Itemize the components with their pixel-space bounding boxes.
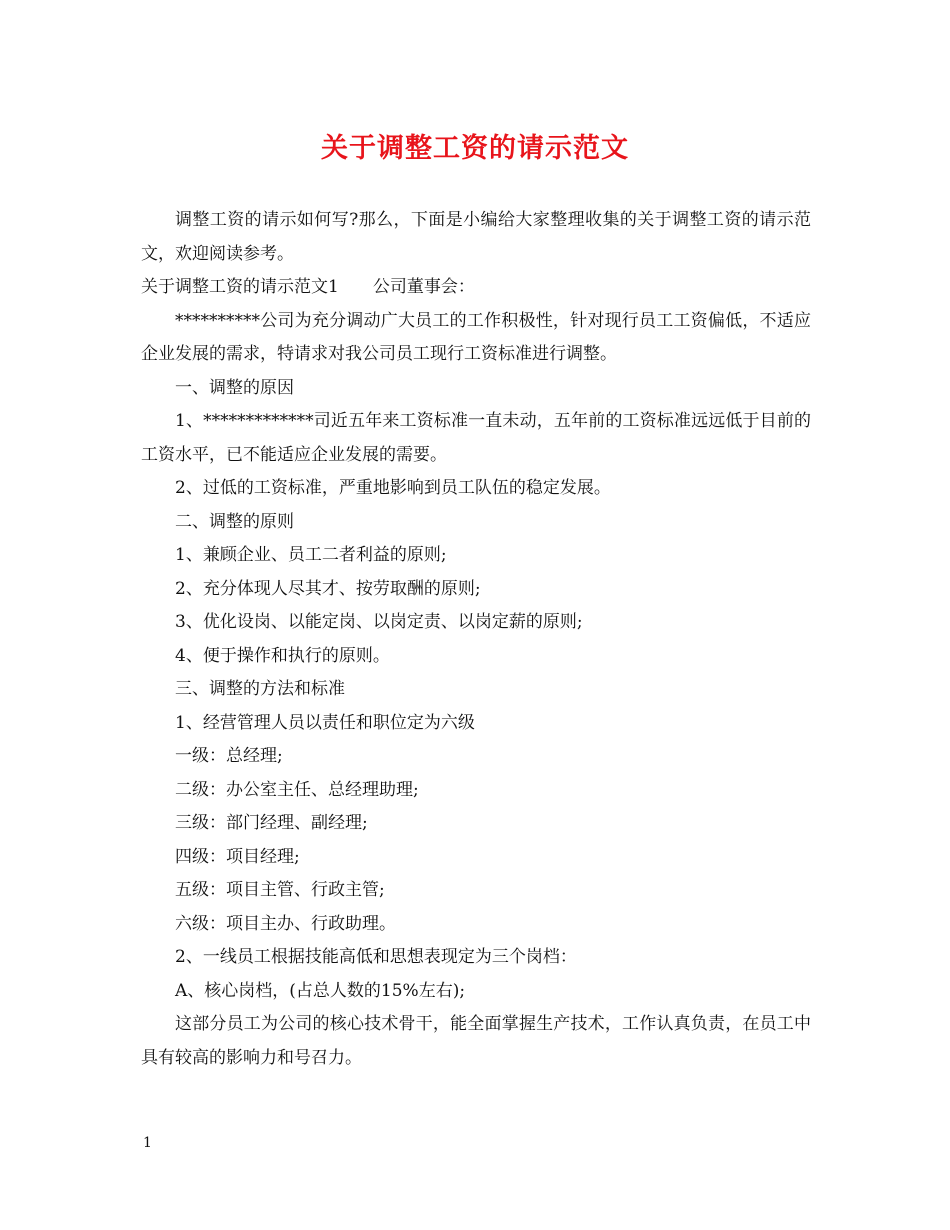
paragraph: 一级：总经理; xyxy=(175,746,283,766)
paragraph: 1、经营管理人员以责任和职位定为六级 xyxy=(175,712,475,733)
paragraph: 二级：办公室主任、总经理助理; xyxy=(175,779,419,800)
paragraph: 这部分员工为公司的核心技术骨干，能全面掌握生产技术，工作认真负责，在员工中具有较高的影响力和号召力。 xyxy=(141,1014,811,1068)
paragraph: 2、一线员工根据技能高低和思想表现定为三个岗档： xyxy=(175,947,577,967)
paragraph: 六级：项目主办、行政助理。 xyxy=(175,913,396,934)
paragraph: **********公司为充分调动广大员工的工作积极性，针对现行员工工资偏低，不适应企业发展的需求，特请求对我公司员工现行工资标准进行调整。 xyxy=(141,310,811,364)
section-heading-title: 关于调整工资的请示范文1 xyxy=(141,277,339,297)
paragraph: 2、充分体现人尽其才、按劳取酬的原则; xyxy=(175,578,481,599)
addressee: 公司董事会： xyxy=(372,277,475,297)
paragraph: 1、兼顾企业、员工二者利益的原则; xyxy=(175,545,447,565)
paragraph: 3、优化设岗、以能定岗、以岗定责、以岗定薪的原则; xyxy=(175,612,583,632)
paragraph: 4、便于操作和执行的原则。 xyxy=(175,645,390,666)
paragraph: 四级：项目经理; xyxy=(175,846,300,867)
paragraph: 一、调整的原因 xyxy=(175,377,294,398)
paragraph: 二、调整的原则 xyxy=(175,511,294,532)
paragraph: 五级：项目主管、行政主管; xyxy=(175,880,385,900)
document-title: 关于调整工资的请示范文 xyxy=(321,133,629,164)
paragraph: 1、*************司近五年来工资标准一直未动，五年前的工资标准远远低于目前的工资水平，已不能适应企业发展的需要。 xyxy=(141,411,811,465)
page-number: 1 xyxy=(143,1135,152,1151)
paragraph: 2、过低的工资标准，严重地影响到员工队伍的稳定发展。 xyxy=(175,478,611,498)
paragraph: 三级：部门经理、副经理; xyxy=(175,813,368,833)
intro-paragraph: 调整工资的请示如何写?那么，下面是小编给大家整理收集的关于调整工资的请示范文，欢迎阅读参考。 xyxy=(141,210,811,264)
paragraph: A、核心岗档，(占总人数的15%左右); xyxy=(175,980,466,1001)
paragraph: 三、调整的方法和标准 xyxy=(175,679,345,699)
document-body xyxy=(141,204,811,1075)
section-heading-line xyxy=(141,271,811,305)
